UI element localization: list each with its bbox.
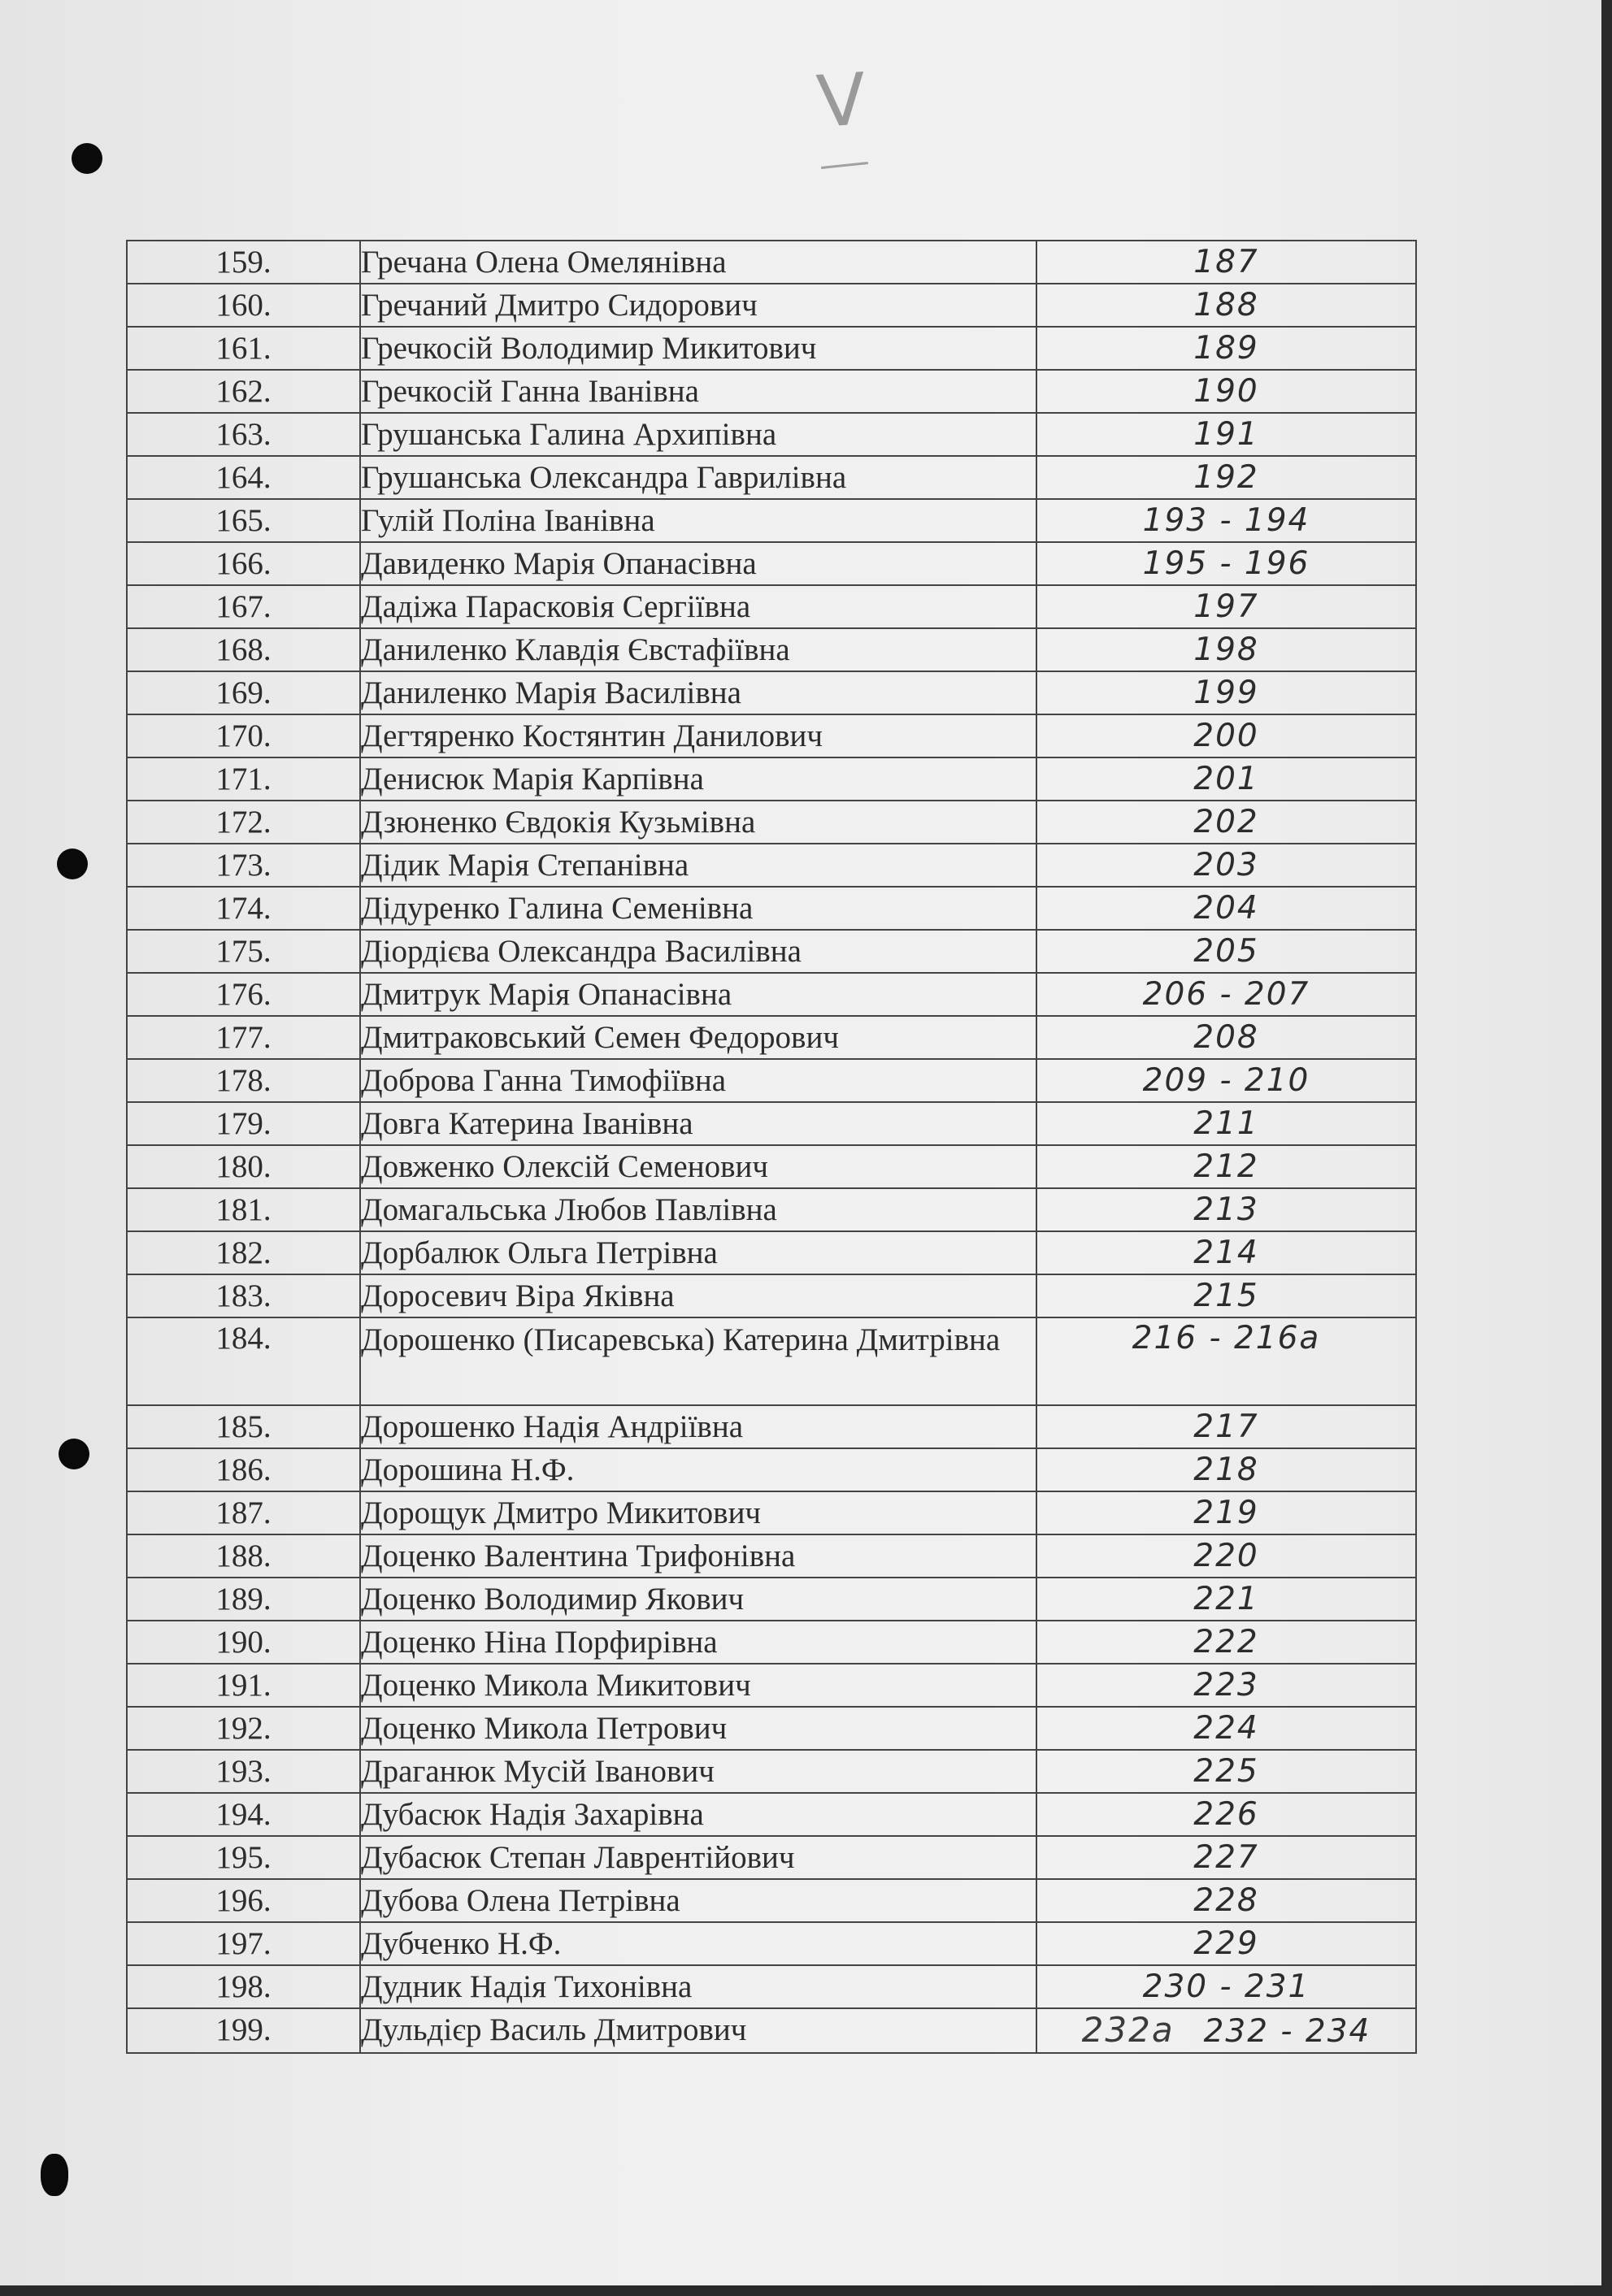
row-number: 181. [127,1188,360,1231]
row-number: 191. [127,1664,360,1707]
table-row [127,327,1416,370]
page-mark: V [814,56,871,145]
table-row [127,456,1416,499]
table-row [127,1405,1416,1448]
row-number: 178. [127,1059,360,1102]
page-mark-underline [821,162,868,169]
row-number: 196. [127,1879,360,1922]
person-name: Дорошенко Надія Андріївна [360,1405,1036,1448]
page-reference: 193 - 194 [1036,499,1416,542]
row-number: 162. [127,370,360,413]
page-reference: 190 [1036,370,1416,413]
row-number: 166. [127,542,360,585]
page-reference: 189 [1036,327,1416,370]
page-reference: 227 [1036,1836,1416,1879]
table-row [127,1922,1416,1965]
person-name: Дідик Марія Степанівна [360,844,1036,887]
person-name: Денисюк Марія Карпівна [360,757,1036,801]
table-row [127,2008,1416,2053]
row-number: 199. [127,2008,360,2053]
page-reference: 224 [1036,1707,1416,1750]
row-number: 164. [127,456,360,499]
row-number: 168. [127,628,360,671]
page-reference: 206 - 207 [1036,973,1416,1016]
person-name: Дмитрук Марія Опанасівна [360,973,1036,1016]
page-reference: 212 [1036,1145,1416,1188]
table-row [127,1188,1416,1231]
table-row [127,1621,1416,1664]
punch-hole [57,849,88,879]
person-name: Доценко Микола Петрович [360,1707,1036,1750]
page-reference: 219 [1036,1491,1416,1534]
row-number: 159. [127,241,360,284]
page-reference: 228 [1036,1879,1416,1922]
page-reference: 229 [1036,1922,1416,1965]
page-reference: 220 [1036,1534,1416,1578]
table-row [127,1879,1416,1922]
person-name: Дорошенко (Писаревська) Катерина Дмитрівна [360,1317,1036,1405]
table-row [127,1664,1416,1707]
row-number: 187. [127,1491,360,1534]
table-row [127,1145,1416,1188]
table-row [127,413,1416,456]
table-row [127,542,1416,585]
row-number: 173. [127,844,360,887]
page-reference: 213 [1036,1188,1416,1231]
person-name: Дорошина Н.Ф. [360,1448,1036,1491]
page-reference: 222 [1036,1621,1416,1664]
person-name: Доросевич Віра Яківна [360,1274,1036,1317]
person-name: Доценко Валентина Трифонівна [360,1534,1036,1578]
page-reference: 216 - 216а [1036,1317,1416,1405]
person-name: Гречкосій Ганна Іванівна [360,370,1036,413]
person-name: Дубова Олена Петрівна [360,1879,1036,1922]
table-row [127,1448,1416,1491]
person-name: Довженко Олексій Семенович [360,1145,1036,1188]
person-name: Дзюненко Євдокія Кузьмівна [360,801,1036,844]
page-reference-value: 232 - 234 [1203,2013,1371,2050]
person-name: Дубченко Н.Ф. [360,1922,1036,1965]
table-row [127,1491,1416,1534]
table-row [127,757,1416,801]
row-number: 184. [127,1317,360,1405]
row-number: 188. [127,1534,360,1578]
page-reference: 217 [1036,1405,1416,1448]
page-reference: 214 [1036,1231,1416,1274]
table-row [127,1102,1416,1145]
person-name: Дульдієр Василь Дмитрович [360,2008,1036,2053]
person-name: Давиденко Марія Опанасівна [360,542,1036,585]
page-reference: 188 [1036,284,1416,327]
row-number: 185. [127,1405,360,1448]
person-name: Гречаний Дмитро Сидорович [360,284,1036,327]
page-reference: 208 [1036,1016,1416,1059]
page-reference: 199 [1036,671,1416,714]
register-table [126,240,1417,2054]
page-reference: 197 [1036,585,1416,628]
page-reference: 211 [1036,1102,1416,1145]
person-name: Даниленко Клавдія Євстафіївна [360,628,1036,671]
punch-hole [41,2154,68,2196]
person-name: Доброва Ганна Тимофіївна [360,1059,1036,1102]
table-row [127,1793,1416,1836]
person-name: Дорощук Дмитро Микитович [360,1491,1036,1534]
row-number: 192. [127,1707,360,1750]
register-table-body [127,241,1416,2053]
extra-page-reference: 232а [1081,2010,1175,2050]
page-reference: 195 - 196 [1036,542,1416,585]
table-row [127,930,1416,973]
row-number: 160. [127,284,360,327]
row-number: 189. [127,1578,360,1621]
page-reference: 205 [1036,930,1416,973]
table-row [127,1317,1416,1405]
row-number: 193. [127,1750,360,1793]
table-row [127,1836,1416,1879]
person-name: Дегтяренко Костянтин Данилович [360,714,1036,757]
table-row [127,844,1416,887]
table-row [127,671,1416,714]
row-number: 194. [127,1793,360,1836]
person-name: Драганюк Мусій Іванович [360,1750,1036,1793]
row-number: 163. [127,413,360,456]
punch-hole [72,143,102,174]
person-name: Дорбалюк Ольга Петрівна [360,1231,1036,1274]
person-name: Даниленко Марія Василівна [360,671,1036,714]
punch-hole [59,1439,89,1469]
page-reference: 230 - 231 [1036,1965,1416,2008]
page-reference: 202 [1036,801,1416,844]
row-number: 172. [127,801,360,844]
table-row [127,585,1416,628]
page-reference: 226 [1036,1793,1416,1836]
page-reference [1036,2008,1416,2053]
table-row [127,499,1416,542]
table-row [127,1231,1416,1274]
table-row [127,1059,1416,1102]
table-row [127,973,1416,1016]
page-reference: 209 - 210 [1036,1059,1416,1102]
page-reference: 221 [1036,1578,1416,1621]
row-number: 182. [127,1231,360,1274]
person-name: Домагальська Любов Павлівна [360,1188,1036,1231]
person-name: Дадіжа Парасковія Сергіївна [360,585,1036,628]
person-name: Гречкосій Володимир Микитович [360,327,1036,370]
person-name: Гречана Олена Омелянівна [360,241,1036,284]
row-number: 186. [127,1448,360,1491]
row-number: 174. [127,887,360,930]
page-reference: 187 [1036,241,1416,284]
person-name: Доценко Микола Микитович [360,1664,1036,1707]
row-number: 170. [127,714,360,757]
person-name: Дідуренко Галина Семенівна [360,887,1036,930]
person-name: Дубасюк Степан Лаврентійович [360,1836,1036,1879]
row-number: 161. [127,327,360,370]
row-number: 197. [127,1922,360,1965]
person-name: Діордієва Олександра Василівна [360,930,1036,973]
person-name: Дубасюк Надія Захарівна [360,1793,1036,1836]
table-row [127,241,1416,284]
person-name: Грушанська Олександра Гаврилівна [360,456,1036,499]
person-name: Дмитраковський Семен Федорович [360,1016,1036,1059]
row-number: 175. [127,930,360,973]
page-reference: 204 [1036,887,1416,930]
row-number: 165. [127,499,360,542]
row-number: 190. [127,1621,360,1664]
row-number: 195. [127,1836,360,1879]
table-row [127,887,1416,930]
page-reference: 223 [1036,1664,1416,1707]
table-row [127,370,1416,413]
page-reference: 198 [1036,628,1416,671]
person-name: Довга Катерина Іванівна [360,1102,1036,1145]
table-row [127,1534,1416,1578]
person-name: Грушанська Галина Архипівна [360,413,1036,456]
page-reference: 203 [1036,844,1416,887]
table-row [127,1750,1416,1793]
table-row [127,1578,1416,1621]
page-reference: 218 [1036,1448,1416,1491]
row-number: 180. [127,1145,360,1188]
row-number: 198. [127,1965,360,2008]
row-number: 169. [127,671,360,714]
row-number: 179. [127,1102,360,1145]
table-row [127,628,1416,671]
page-reference: 192 [1036,456,1416,499]
person-name: Дудник Надія Тихонівна [360,1965,1036,2008]
table-row [127,1965,1416,2008]
table-row [127,1707,1416,1750]
page-reference: 225 [1036,1750,1416,1793]
page-reference: 215 [1036,1274,1416,1317]
page-reference: 191 [1036,413,1416,456]
table-row [127,801,1416,844]
table-row [127,714,1416,757]
table-row [127,1274,1416,1317]
table-row [127,284,1416,327]
row-number: 167. [127,585,360,628]
row-number: 176. [127,973,360,1016]
person-name: Гулій Поліна Іванівна [360,499,1036,542]
row-number: 171. [127,757,360,801]
person-name: Доценко Володимир Якович [360,1578,1036,1621]
person-name: Доценко Ніна Порфирівна [360,1621,1036,1664]
row-number: 177. [127,1016,360,1059]
page-reference: 200 [1036,714,1416,757]
page-reference: 201 [1036,757,1416,801]
row-number: 183. [127,1274,360,1317]
table-row [127,1016,1416,1059]
